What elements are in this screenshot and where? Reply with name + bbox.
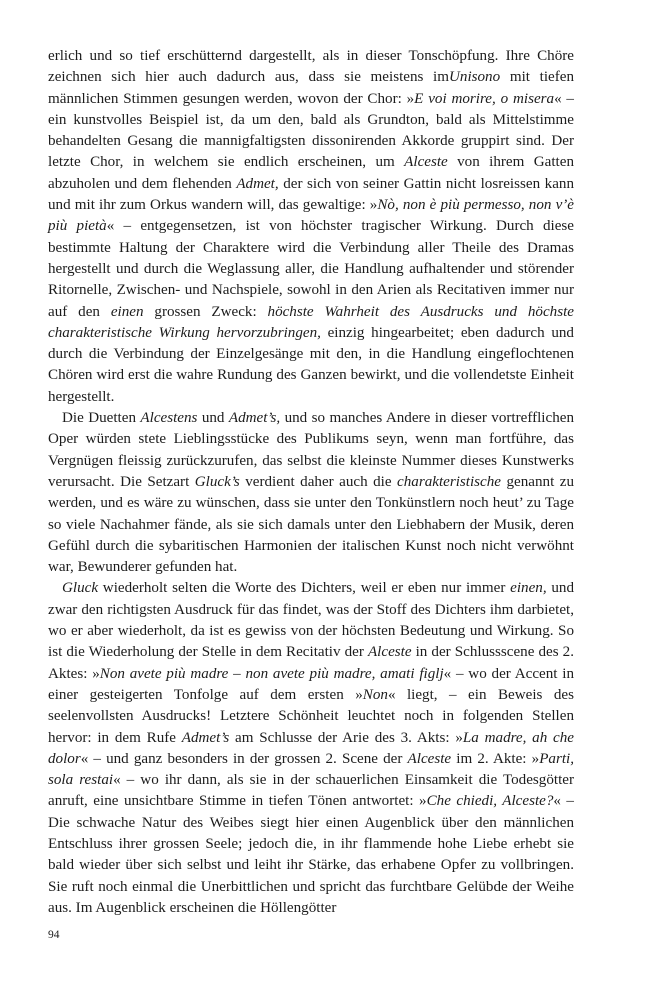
italic-text: Unisono: [449, 69, 501, 86]
italic-text: Admet,: [236, 175, 279, 192]
italic-text: Alceste: [367, 644, 412, 661]
page-number: 94: [48, 929, 60, 941]
italic-text: charakteristische: [397, 473, 502, 490]
paragraph-3: [48, 578, 574, 919]
text-run: von ihrem Gatten abzuholen und dem flehenden: [48, 154, 574, 192]
text-run: wiederholt selten die Worte des Dichters, weil er eben nur immer: [98, 580, 511, 597]
text-run: « – Die schwache Natur des Weibes siegt hier einen Augenblick über den männlichen Entschluss ihrer grossen Seele; jedoch die, in ihr flammende hohe Liebe erhebt sie bald wieder über sich selbst und leiht ihr Stärke, das erhabene Opfer zu vollbringen. Sie ruft noch einmal die Unerbittlichen und spricht das furchtbare Gelübde der Weihe aus. Im Augenblick erscheinen die Höllengötter: [48, 793, 574, 916]
paragraph-1: [48, 46, 574, 408]
text-run: genannt zu werden, und es wäre zu wünschen, dass sie unter den Tonkünstlern noch heut’ zu Tage so viele Nachahmer fände, als sie sich damals unter den Liebhabern der Musik, deren Gefühl durch die sybaritischen Harmonien der italischen Kunst noch nicht verwöhnt war, Bewunderer gefunden hat.: [48, 473, 574, 576]
italic-text: Admet’s: [181, 729, 230, 746]
italic-text: Nò, non è più permesso, non v’è più pietà: [48, 197, 574, 235]
italic-text: Parti, sola restai: [48, 750, 574, 789]
text-run: und so manches Andere in dieser vortrefflichen Oper würden stete Lieblingsstücke des Publikums seyn, wenn man fortführe, das Vergnügen fleissig zurückzurufen, das selbst die kleinste Nummer dieses Kunstwerks verursacht. Die Setzart: [48, 410, 574, 490]
text-run: und: [197, 410, 229, 427]
text-run: « – ein kunstvolles Beispiel ist, da um den, bald als Grundton, bald als Mittelstimme behandelten Gesang die mannigfaltigsten dissonirenden Akkorde gruppirt sind. Der letzte Chor, in welchem sie endlich erscheinen, um: [48, 90, 574, 171]
italic-text: La madre, ah che dolor: [48, 729, 574, 767]
italic-text: einen: [110, 303, 144, 320]
italic-text: Alcestens: [140, 410, 198, 427]
text-run: einzig hingearbeitet; eben dadurch und durch die Verbindung der Einzelgesänge mit den, in die Handlung eingeflochtenen Chören wird erst die wahre Rundung des Ganzen bewirkt, und die vollendetste Einheit hergestellt.: [48, 324, 574, 405]
text-run: mit tiefen männlichen Stimmen gesungen werden, wovon der Chor: »: [48, 69, 574, 107]
text-run: im 2. Akte: »: [451, 750, 540, 767]
italic-text: Non: [362, 686, 388, 703]
text-run: der sich von seiner Gattin nicht losreissen kann und mit ihr zum Orkus wandern will, das gewaltige: »: [48, 175, 574, 214]
italic-text: Gluck’s: [194, 473, 240, 490]
body-text: [48, 46, 574, 919]
text-run: grossen Zweck:: [143, 303, 268, 320]
text-run: in der Schlussscene des 2. Aktes: »: [48, 644, 575, 682]
text-run: verdient daher auch die: [239, 473, 398, 490]
text-run: « – entgegensetzen, ist von höchster tragischer Wirkung. Durch diese bestimmte Haltung der Charaktere wird die Verbindung aller Theile des Dramas hergestellt und durch die Weglassung aller, die Handlung aufhaltender und störender Ritornelle, Zwischen- und Nachspiele, sowohl in den Arien als Recitativen immer nur auf den: [48, 218, 574, 320]
text-run: « – und ganz besonders in der grossen 2. Scene der: [80, 750, 408, 767]
italic-text: Alceste: [404, 154, 448, 171]
italic-text: einen,: [510, 580, 547, 597]
italic-text: Admet’s,: [228, 410, 281, 427]
italic-text: Che chiedi, Alceste?: [426, 793, 554, 810]
text-run: « liegt, – ein Beweis des seelenvollsten Ausdrucks! Letztere Schönheit leuchtet noch in folgenden Stellen hervor: in dem Rufe: [48, 686, 574, 746]
text-run: Die Duetten: [62, 410, 141, 427]
text-run: erlich und so tief erschütternd dargestellt, als in dieser Tonschöpfung. Ihre Chöre zeichnen sich hier auch dadurch aus, dass sie meistens im: [48, 48, 574, 86]
italic-text: E voi morire, o misera: [414, 90, 555, 107]
text-run: und zwar den richtigsten Ausdruck für das findet, was der Stoff des Dichters ihm darbietet, wo er aber wiederholt, da ist es gewiss von der höchsten Bedeutung und Wirkung. So ist die Wiederholung der Stelle in dem Recitativ der: [48, 580, 574, 661]
italic-text: höchste Wahrheit des Ausdrucks und höchste charakteristische Wirkung hervorzubringen,: [48, 303, 574, 341]
text-run: « – wo ihr dann, als sie in der schauerlichen Einsamkeit die Todesgötter anruft, eine unsichtbare Stimme in tiefen Tönen antwortet: »: [48, 772, 574, 810]
text-run: « – wo der Accent in einer gesteigerten Tonfolge auf dem ersten »: [48, 665, 575, 703]
text-run: am Schlusse der Arie des 3. Akts: »: [229, 729, 463, 746]
italic-text: Gluck: [62, 580, 99, 597]
italic-text: Alceste: [407, 750, 452, 767]
paragraph-2: [48, 408, 574, 578]
italic-text: Non avete più madre – non avete più madre, amati figlj: [99, 665, 444, 682]
